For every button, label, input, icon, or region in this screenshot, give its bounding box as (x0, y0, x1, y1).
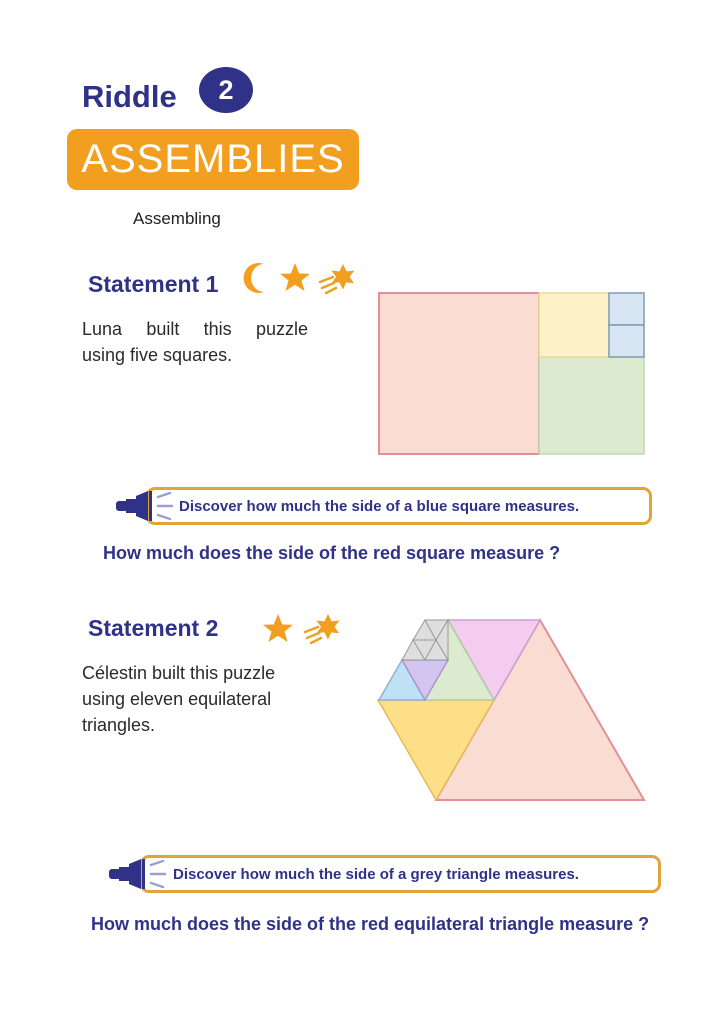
statement-2-difficulty-icons (258, 610, 348, 648)
riddle-label: Riddle (82, 79, 177, 114)
statement-2-hint-text: Discover how much the side of a grey triangle measures. (173, 865, 579, 883)
statement-1-text-line-2: using five squares. (82, 345, 233, 365)
eleven-triangles-puzzle (372, 612, 652, 808)
green-square (539, 357, 644, 454)
blue-square-top (609, 293, 644, 325)
shooting-star-icon (305, 614, 340, 643)
flashlight-icon (107, 856, 169, 892)
statement-1-question: How much does the side of the red square measure ? (103, 543, 561, 563)
statement-2-text-line-3: triangles. (82, 715, 156, 735)
flashlight-icon (114, 488, 176, 524)
title-banner: ASSEMBLIES (67, 129, 359, 190)
star-icon (263, 614, 293, 642)
moon-icon (244, 263, 264, 293)
statement-2-question-clip (0, 914, 706, 940)
blue-square-bottom (609, 325, 644, 357)
statement-1-text-line-1: Luna built this puzzle (82, 319, 308, 339)
statement-2-question: How much does the side of the red equilateral triangle measure ? (91, 914, 650, 934)
statement-1-hint-box (146, 487, 652, 525)
yellow-square (539, 293, 609, 357)
statement-1-title: Statement 1 (88, 271, 219, 297)
red-square (379, 293, 539, 454)
statement-2-title: Statement 2 (88, 615, 219, 641)
star-icon (280, 263, 310, 291)
five-squares-puzzle (376, 290, 648, 458)
statement-2-text-line-1: Célestin built this puzzle (82, 663, 276, 683)
subtitle: Assembling (133, 209, 221, 228)
statement-1-hint-text: Discover how much the side of a blue square measures. (179, 497, 580, 515)
statement-2-text-line-2: using eleven equilateral (82, 689, 272, 709)
statement-2-hint-box (140, 855, 661, 893)
riddle-number-badge: 2 (199, 67, 253, 113)
statement-1-difficulty-icons (242, 260, 362, 298)
shooting-star-icon (320, 264, 355, 293)
